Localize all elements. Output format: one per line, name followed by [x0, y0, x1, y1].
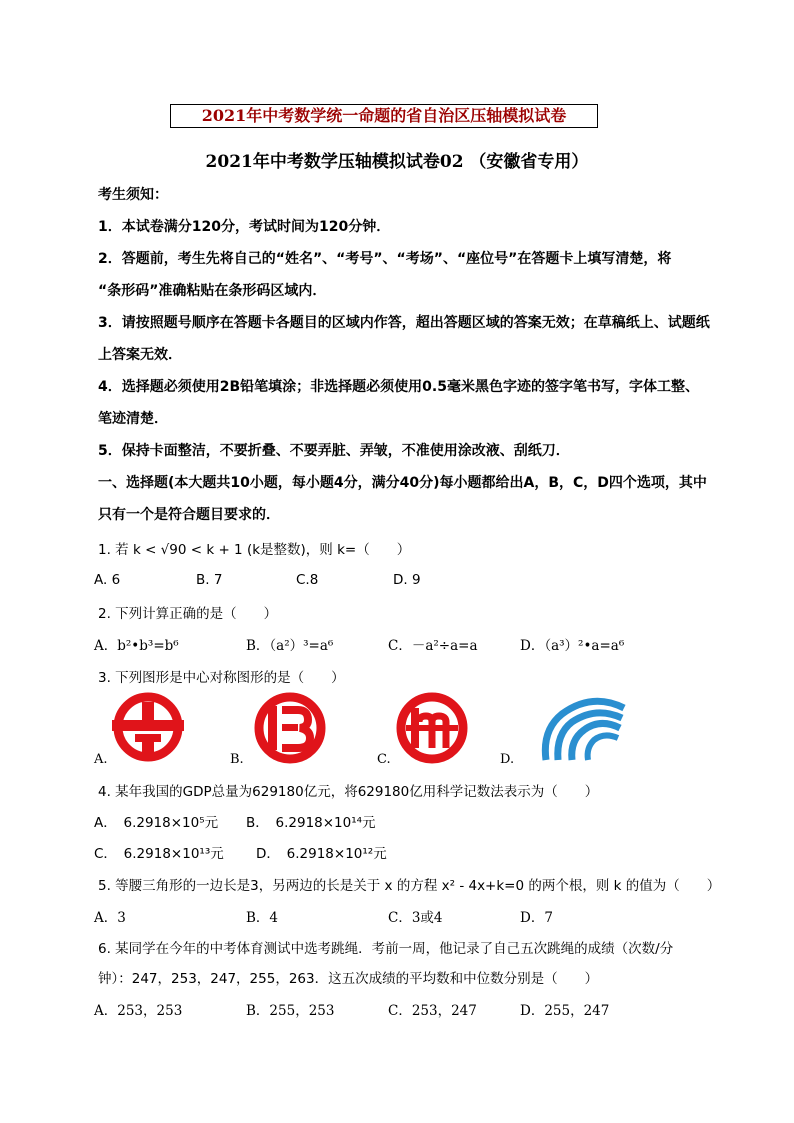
- notice-heading: 考生须知：: [98, 187, 168, 203]
- notice-line-8: 5．保持卡面整洁，不要折叠、不要弄脏、弄皱，不准使用涂改液、刮纸刀．: [98, 443, 570, 459]
- q1-option-b: B. 7: [196, 572, 223, 588]
- q2-option-d: D．（a³）²•a=a⁶: [520, 638, 625, 654]
- q3-label-a: A.: [94, 752, 108, 767]
- question-4-stem: 4. 某年我国的GDP总量为629180亿元，将629180亿用科学记数法表示为（ ）: [98, 784, 599, 800]
- section-heading-1: 一、选择题(本大题共10小题，每小题4分，满分40分)每小题都给出A，B，C，D四个选项，其中: [98, 475, 707, 491]
- q3-label-d: D.: [500, 752, 515, 767]
- q4-option-a: A． 6.2918×10⁵元: [94, 815, 219, 831]
- q2-option-a: A．b²•b³=b⁶: [94, 638, 179, 654]
- q6-option-c: C．253，247: [388, 1003, 477, 1019]
- q1-option-a: A. 6: [94, 572, 121, 588]
- question-1-stem: 1. 若 k < √90 < k + 1 (k是整数)，则 k=（ ）: [98, 542, 411, 558]
- q1-option-c: C.8: [296, 572, 319, 588]
- question-2-stem: 2. 下列计算正确的是（ ）: [98, 606, 278, 622]
- notice-line-2: 2．答题前，考生先将自己的“姓名”、“考号”、“考场”、“座位号”在答题卡上填写清楚，将: [98, 251, 672, 267]
- q6-option-b: B．255，253: [246, 1003, 335, 1019]
- notice-line-4: 3．请按照题号顺序在答题卡各题目的区域内作答，超出答题区域的答案无效；在草稿纸上、试题纸: [98, 315, 710, 331]
- notice-line-6: 4．选择题必须使用2B铅笔填涂；非选择题必须使用0.5毫米黑色字迹的签字笔书写，字体工整、: [98, 379, 699, 395]
- q1-option-d: D. 9: [393, 572, 421, 588]
- question-6-stem-line-2: 钟）：247，253，247，255，263．这五次成绩的平均数和中位数分别是（ ）: [98, 971, 599, 987]
- series-banner: 2021年中考数学统一命题的省自治区压轴模拟试卷: [170, 104, 598, 128]
- logo-a-icon: [110, 690, 190, 764]
- q3-label-b: B.: [230, 752, 244, 767]
- q5-option-d: D．7: [520, 910, 553, 926]
- q6-option-d: D．255，247: [520, 1003, 610, 1019]
- q5-option-b: B．4: [246, 910, 279, 926]
- notice-line-1: 1．本试卷满分120分，考试时间为120分钟．: [98, 219, 391, 235]
- logo-c-icon: [394, 690, 470, 766]
- q4-option-b: B． 6.2918×10¹⁴元: [246, 815, 376, 831]
- notice-line-3: “条形码”准确粘贴在条形码区域内．: [98, 283, 327, 299]
- question-5-stem: 5. 等腰三角形的一边长是3，另两边的长是关于 x 的方程 x² - 4x+k=0 的两个根，则 k 的值为（ ）: [98, 878, 721, 894]
- q4-option-d: D． 6.2918×10¹²元: [256, 846, 387, 862]
- section-heading-2: 只有一个是符合题目要求的．: [98, 507, 280, 523]
- question-3-stem: 3. 下列图形是中心对称图形的是（ ）: [98, 670, 345, 686]
- q6-option-a: A．253，253: [94, 1003, 183, 1019]
- logo-d-icon: [540, 694, 630, 764]
- q5-option-a: A．3: [94, 910, 126, 926]
- question-6-stem-line-1: 6. 某同学在今年的中考体育测试中选考跳绳．考前一周，他记录了自己五次跳绳的成绩（次数/分: [98, 941, 674, 957]
- q2-option-c: C．－a²÷a=a: [388, 638, 478, 654]
- q5-option-c: C．3或4: [388, 910, 443, 926]
- logo-b-icon: [252, 690, 328, 766]
- exam-title: 2021年中考数学压轴模拟试卷02 （安徽省专用）: [205, 152, 589, 172]
- q4-option-c: C． 6.2918×10¹³元: [94, 846, 224, 862]
- notice-line-7: 笔迹清楚．: [98, 411, 168, 427]
- q3-label-c: C.: [377, 752, 391, 767]
- q2-option-b: B．（a²）³=a⁶: [246, 638, 334, 654]
- notice-line-5: 上答案无效．: [98, 347, 182, 363]
